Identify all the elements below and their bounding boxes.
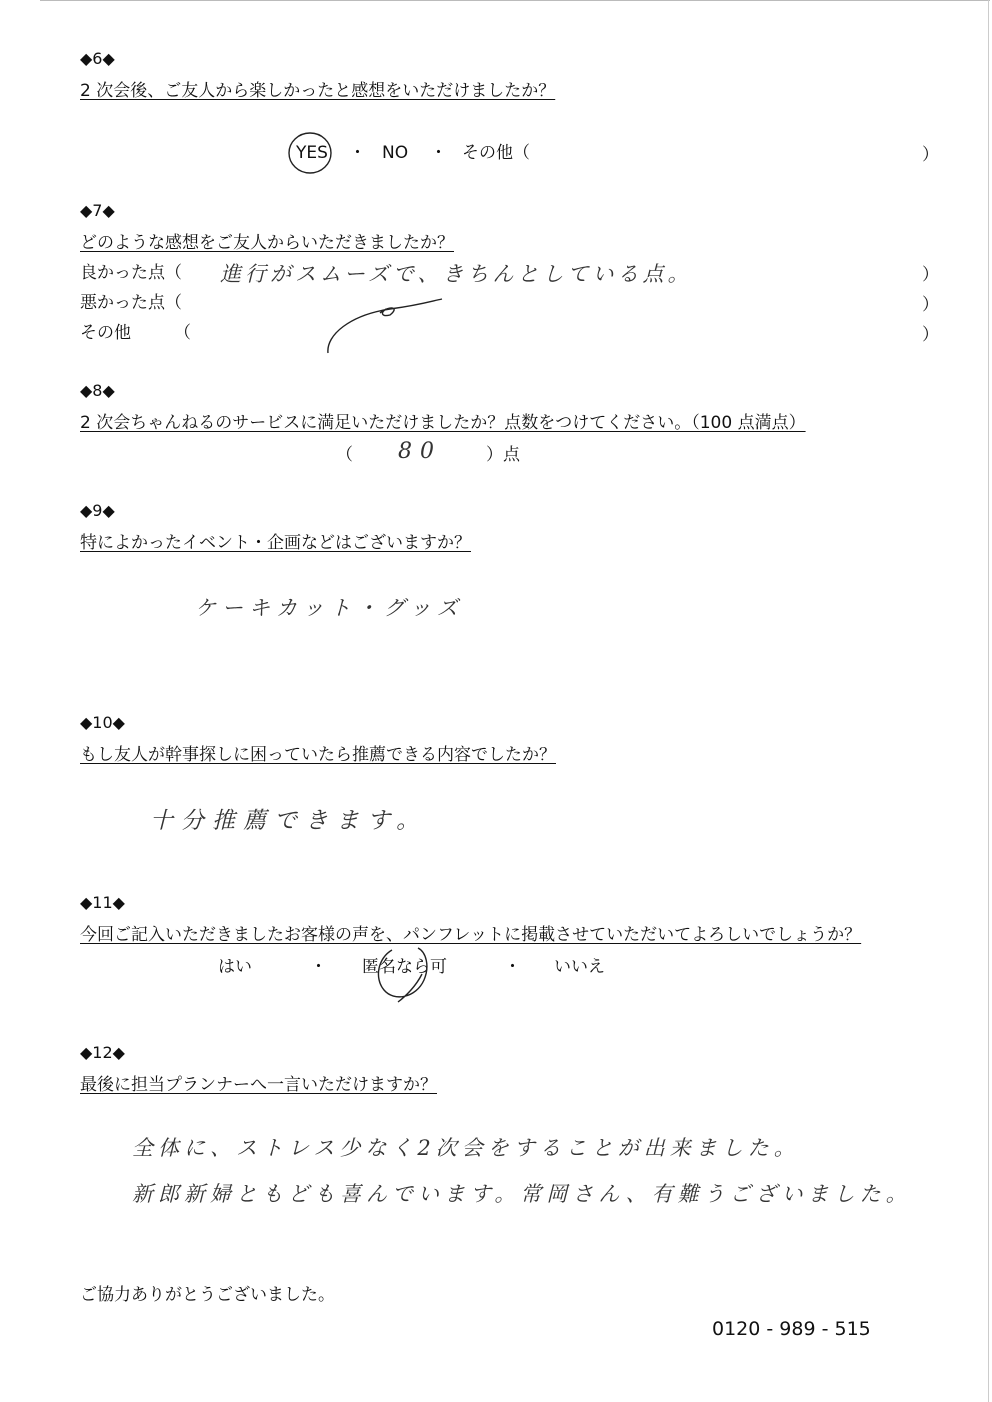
q7-other-close: ） [922, 325, 939, 345]
q12-number: ◆12◆ [80, 1043, 125, 1062]
q7-good-close: ） [922, 265, 939, 285]
q9-number: ◆9◆ [80, 501, 115, 520]
q7-bad-close: ） [922, 295, 939, 315]
q8-score-open: （ [336, 445, 353, 465]
q11-option-anonymous[interactable]: 匿名なら可 [362, 957, 447, 977]
scan-edge-top [40, 0, 990, 4]
q6-selection-circle [286, 130, 336, 178]
q6-separator-2: ・ [430, 143, 447, 163]
q10-number: ◆10◆ [80, 713, 125, 732]
q8-score-unit: ）点 [486, 445, 520, 465]
q12-answer-line-2: 新郎新婦ともども喜んでいます。常岡さん、有難うございました。 [132, 1182, 912, 1206]
q6-separator-1: ・ [349, 143, 366, 163]
q8-number: ◆8◆ [80, 381, 115, 400]
q7-other-paren: （ [174, 323, 191, 343]
q11-selection-circle [372, 944, 438, 1006]
q6-other-close: ） [922, 145, 939, 165]
q10-answer: 十分推薦できます。 [150, 808, 428, 834]
q12-question: 最後に担当プランナーへ一言いただけますか？ [80, 1075, 437, 1095]
q11-separator-1: ・ [310, 957, 327, 977]
q6-option-yes[interactable]: YES [296, 143, 328, 163]
q11-separator-2: ・ [504, 957, 521, 977]
q7-strike-stroke [320, 295, 450, 357]
q9-question: 特によかったイベント・企画などはございますか？ [80, 533, 471, 553]
q7-good-answer: 進行がスムーズで、きちんとしている点。 [220, 262, 693, 286]
q6-option-no[interactable]: NO [382, 143, 409, 163]
q11-question: 今回ご記入いただきましたお客様の声を、パンフレットに掲載させていただいてよろしいでしょうか？ [80, 925, 862, 945]
q6-question: 2 次会後、ご友人から楽しかったと感想をいただけましたか？ [80, 81, 556, 101]
q6-number: ◆6◆ [80, 49, 115, 68]
q8-score-value: 80 [398, 439, 442, 464]
footer-phone: 0120 - 989 - 515 [712, 1318, 871, 1340]
q7-other-label: その他 [80, 323, 131, 343]
q6-option-other[interactable]: その他（ [462, 143, 530, 163]
q7-bad-label: 悪かった点（ [80, 293, 182, 313]
q9-answer: ケーキカット・グッズ [195, 596, 464, 620]
q7-number: ◆7◆ [80, 201, 115, 220]
scan-edge-right [988, 0, 992, 1402]
q11-number: ◆11◆ [80, 893, 125, 912]
q11-option-no[interactable]: いいえ [554, 957, 605, 977]
q8-question: 2 次会ちゃんねるのサービスに満足いただけましたか？点数をつけてください。（100 点満点） [80, 413, 806, 433]
q7-good-label: 良かった点（ [80, 263, 182, 283]
footer-thanks: ご協力ありがとうございました。 [80, 1285, 335, 1305]
q11-option-yes[interactable]: はい [218, 957, 252, 977]
q10-question: もし友人が幹事探しに困っていたら推薦できる内容でしたか？ [80, 745, 556, 765]
q7-question: どのような感想をご友人からいただきましたか？ [80, 233, 454, 253]
q12-answer-line-1: 全体に、ストレス少なく2次会をすることが出来ました。 [132, 1136, 800, 1160]
